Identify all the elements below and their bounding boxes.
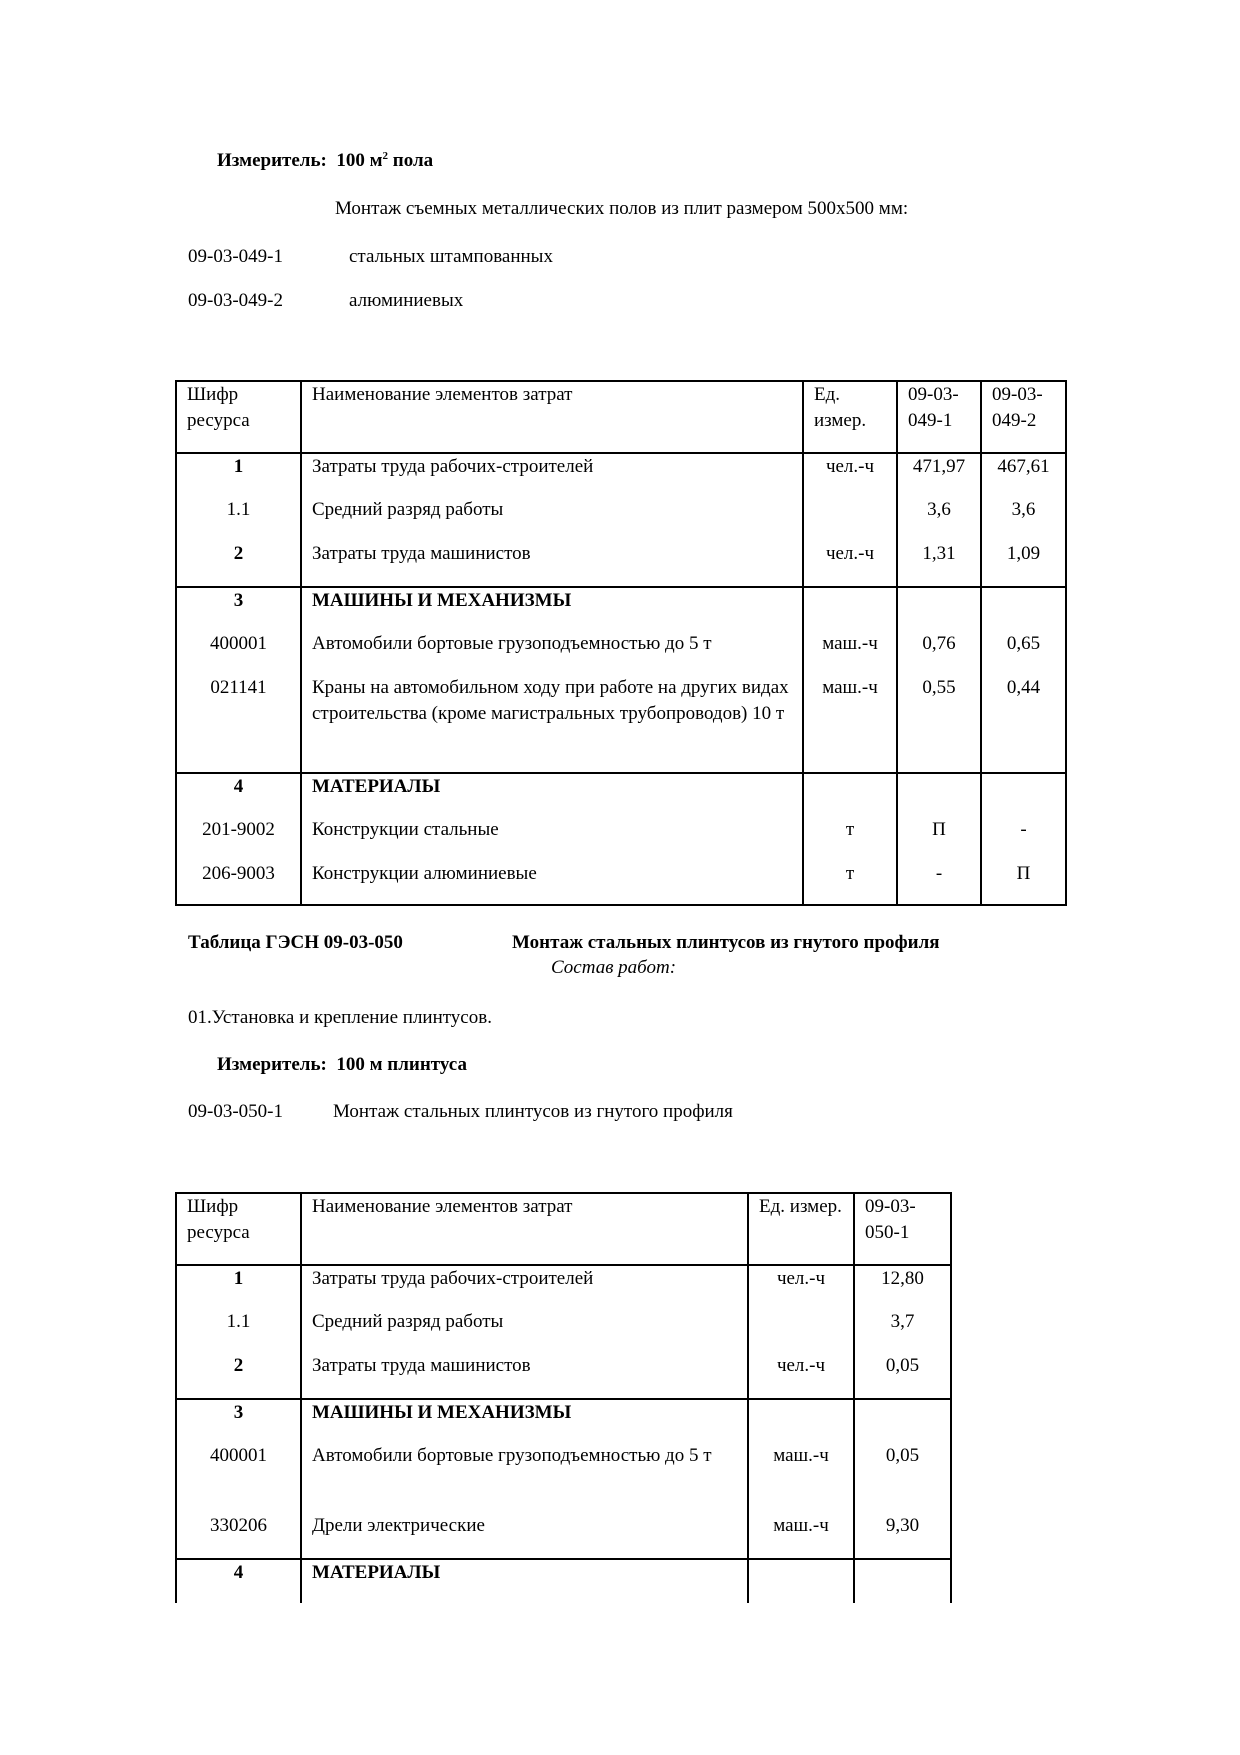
variant-code: 09-03-049-1 bbox=[188, 246, 283, 267]
row-name: Затраты труда рабочих-строителей bbox=[301, 453, 803, 497]
row-code: 2 bbox=[176, 1353, 301, 1399]
row-value-1: 3,6 bbox=[897, 497, 981, 541]
row-unit bbox=[748, 1559, 854, 1603]
row-name: Затраты труда машинистов bbox=[301, 1353, 748, 1399]
header-col1: 09-03-050-1 bbox=[854, 1193, 951, 1265]
row-name: МАТЕРИАЛЫ bbox=[301, 1559, 748, 1603]
table-header-row bbox=[176, 381, 1066, 453]
table-row bbox=[176, 587, 1066, 631]
measure-line-1 bbox=[217, 149, 433, 173]
row-value-1: 0,05 bbox=[854, 1353, 951, 1399]
row-value-2: 467,61 bbox=[981, 453, 1066, 497]
row-value-1: 12,80 bbox=[854, 1265, 951, 1309]
row-name: Дрели электрические bbox=[301, 1513, 748, 1559]
row-name: МАТЕРИАЛЫ bbox=[301, 773, 803, 817]
table-row bbox=[176, 1559, 951, 1603]
row-value-1 bbox=[897, 587, 981, 631]
header-name: Наименование элементов затрат bbox=[301, 381, 803, 453]
row-value-1 bbox=[897, 773, 981, 817]
header-code: Шифр ресурса bbox=[176, 1193, 301, 1265]
table-row bbox=[176, 1443, 951, 1513]
row-unit: маш.-ч bbox=[748, 1513, 854, 1559]
row-value-2: - bbox=[981, 817, 1066, 861]
row-name: Средний разряд работы bbox=[301, 1309, 748, 1353]
row-unit bbox=[803, 497, 897, 541]
row-value-2: П bbox=[981, 861, 1066, 905]
variant-code: 09-03-049-2 bbox=[188, 290, 283, 311]
row-code: 1 bbox=[176, 1265, 301, 1309]
row-value-2 bbox=[981, 587, 1066, 631]
row-code: 206-9003 bbox=[176, 861, 301, 905]
row-name: Краны на автомобильном ходу при работе на других видах строительства (кроме магистральных трубопроводов) 10 т bbox=[301, 675, 803, 773]
table-row bbox=[176, 453, 1066, 497]
row-value-2: 0,65 bbox=[981, 631, 1066, 675]
measure-label: Измеритель: bbox=[217, 1054, 327, 1075]
row-unit: т bbox=[803, 861, 897, 905]
row-code: 1.1 bbox=[176, 497, 301, 541]
row-code: 3 bbox=[176, 587, 301, 631]
row-unit: маш.-ч bbox=[748, 1443, 854, 1513]
table-row bbox=[176, 1309, 951, 1353]
row-name: Конструкции стальные bbox=[301, 817, 803, 861]
row-value-1 bbox=[854, 1559, 951, 1603]
measure-label: Измеритель: bbox=[217, 150, 327, 171]
row-name: Затраты труда машинистов bbox=[301, 541, 803, 587]
row-value-1: 0,76 bbox=[897, 631, 981, 675]
row-name: МАШИНЫ И МЕХАНИЗМЫ bbox=[301, 1399, 748, 1443]
table-row bbox=[176, 1353, 951, 1399]
measure-line-2 bbox=[217, 1053, 467, 1077]
row-name: Затраты труда рабочих-строителей bbox=[301, 1265, 748, 1309]
header-code: Шифр ресурса bbox=[176, 381, 301, 453]
header-col2: 09-03-049-2 bbox=[981, 381, 1066, 453]
measure-suffix: пола bbox=[388, 150, 434, 171]
resource-table-2 bbox=[175, 1192, 952, 1603]
table-row bbox=[176, 541, 1066, 587]
row-value-1: - bbox=[897, 861, 981, 905]
row-value-2: 1,09 bbox=[981, 541, 1066, 587]
row-code: 330206 bbox=[176, 1513, 301, 1559]
row-code: 4 bbox=[176, 773, 301, 817]
header-col1: 09-03-049-1 bbox=[897, 381, 981, 453]
row-unit bbox=[803, 773, 897, 817]
variant-code: 09-03-050-1 bbox=[188, 1101, 283, 1122]
row-name: МАШИНЫ И МЕХАНИЗМЫ bbox=[301, 587, 803, 631]
row-value-1: 471,97 bbox=[897, 453, 981, 497]
table-row bbox=[176, 675, 1066, 773]
table-label: Таблица ГЭСН 09-03-050 bbox=[188, 932, 403, 953]
work-item: 01.Установка и крепление плинтусов. bbox=[188, 1007, 492, 1028]
section-title-1: Монтаж съемных металлических полов из плит размером 500х500 мм: bbox=[335, 198, 909, 219]
header-unit: Ед. измер. bbox=[803, 381, 897, 453]
row-value-1 bbox=[854, 1399, 951, 1443]
row-code: 201-9002 bbox=[176, 817, 301, 861]
row-unit: чел.-ч bbox=[748, 1265, 854, 1309]
row-code: 1.1 bbox=[176, 1309, 301, 1353]
row-unit: маш.-ч bbox=[803, 675, 897, 773]
row-name: Средний разряд работы bbox=[301, 497, 803, 541]
row-code: 400001 bbox=[176, 1443, 301, 1513]
variant-name: стальных штампованных bbox=[349, 246, 553, 267]
measure-value: 100 м плинтуса bbox=[336, 1054, 467, 1075]
row-value-1: 0,05 bbox=[854, 1443, 951, 1513]
row-code: 4 bbox=[176, 1559, 301, 1603]
row-value-2 bbox=[981, 773, 1066, 817]
row-value-1: 9,30 bbox=[854, 1513, 951, 1559]
table-row bbox=[176, 1399, 951, 1443]
row-value-1: П bbox=[897, 817, 981, 861]
table-row bbox=[176, 1265, 951, 1309]
table-row bbox=[176, 773, 1066, 817]
header-unit: Ед. измер. bbox=[748, 1193, 854, 1265]
row-value-1: 0,55 bbox=[897, 675, 981, 773]
row-code: 3 bbox=[176, 1399, 301, 1443]
row-unit bbox=[748, 1399, 854, 1443]
row-unit: чел.-ч bbox=[748, 1353, 854, 1399]
resource-table-1 bbox=[175, 380, 1067, 906]
table-row bbox=[176, 497, 1066, 541]
row-unit bbox=[748, 1309, 854, 1353]
variant-name: алюминиевых bbox=[349, 290, 464, 311]
row-value-1: 1,31 bbox=[897, 541, 981, 587]
row-unit bbox=[803, 587, 897, 631]
header-name: Наименование элементов затрат bbox=[301, 1193, 748, 1265]
table-header-row bbox=[176, 1193, 951, 1265]
table-row bbox=[176, 631, 1066, 675]
row-code: 1 bbox=[176, 453, 301, 497]
measure-sup: 2 bbox=[382, 150, 389, 162]
table-row bbox=[176, 817, 1066, 861]
variant-name: Монтаж стальных плинтусов из гнутого профиля bbox=[333, 1101, 733, 1122]
row-name: Конструкции алюминиевые bbox=[301, 861, 803, 905]
row-code: 2 bbox=[176, 541, 301, 587]
row-name: Автомобили бортовые грузоподъемностью до 5 т bbox=[301, 1443, 748, 1513]
composition-label: Состав работ: bbox=[551, 957, 677, 978]
row-value-2: 3,6 bbox=[981, 497, 1066, 541]
row-unit: чел.-ч bbox=[803, 453, 897, 497]
table-row bbox=[176, 861, 1066, 905]
table-row bbox=[176, 1513, 951, 1559]
measure-value: 100 м bbox=[336, 150, 383, 171]
row-code: 021141 bbox=[176, 675, 301, 773]
row-code: 400001 bbox=[176, 631, 301, 675]
section-title-2: Монтаж стальных плинтусов из гнутого профиля bbox=[512, 932, 940, 953]
row-unit: маш.-ч bbox=[803, 631, 897, 675]
row-unit: т bbox=[803, 817, 897, 861]
row-name: Автомобили бортовые грузоподъемностью до 5 т bbox=[301, 631, 803, 675]
row-value-1: 3,7 bbox=[854, 1309, 951, 1353]
row-unit: чел.-ч bbox=[803, 541, 897, 587]
row-value-2: 0,44 bbox=[981, 675, 1066, 773]
